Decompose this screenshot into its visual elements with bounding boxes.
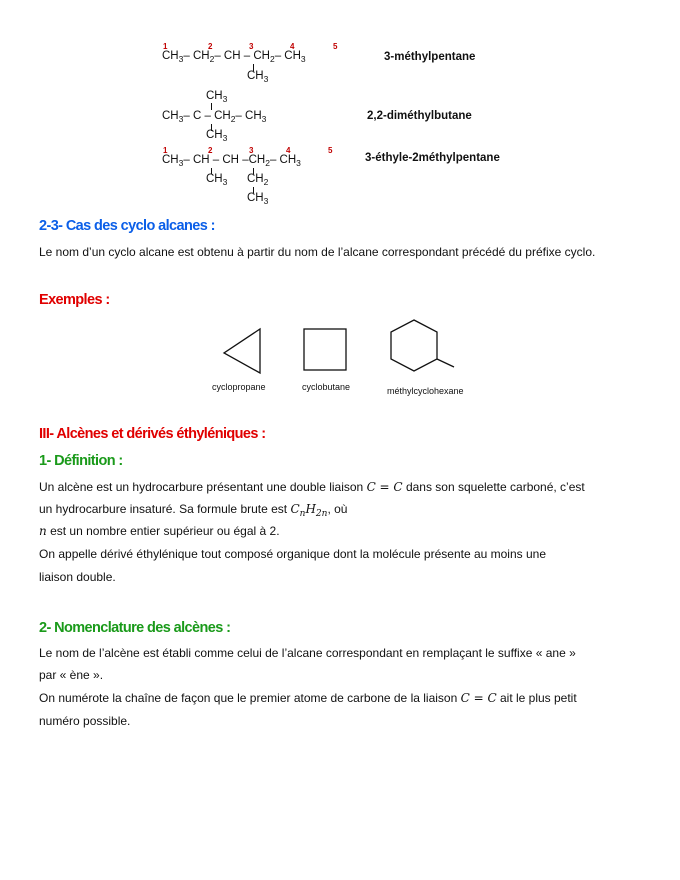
- math-symbol: H: [305, 502, 316, 516]
- subscript: 3: [222, 177, 228, 187]
- bond-vertical: [211, 103, 212, 110]
- subscript: 2: [209, 54, 215, 64]
- definition-line-2: [39, 498, 347, 523]
- carbon-number: 4: [286, 146, 291, 155]
- branch-group: [206, 90, 227, 102]
- subscript: 2: [230, 114, 236, 124]
- atom-group: CH: [162, 50, 179, 62]
- triangle-icon: [224, 329, 260, 373]
- math-symbol: C: [290, 502, 300, 516]
- subscript: 3: [222, 94, 228, 104]
- atom-group: CH: [206, 90, 223, 102]
- math-subscript: 2n: [315, 509, 328, 519]
- compound-name: 3-éthyle-2méthylpentane: [365, 152, 500, 164]
- bond: –: [240, 50, 254, 62]
- atom-group: CH: [253, 50, 270, 62]
- atom-group: CH: [247, 70, 264, 82]
- subscript: 3: [263, 74, 269, 84]
- branch-group: [247, 70, 268, 82]
- atom-group: CH: [162, 154, 179, 166]
- subscript: 3: [296, 158, 301, 168]
- label-cyclobutane: cyclobutane: [302, 382, 351, 392]
- atom-group: CH: [279, 154, 297, 166]
- examples-heading: Exemples :: [39, 292, 110, 308]
- subscript: 3: [263, 196, 269, 206]
- branch-group: [247, 173, 268, 185]
- atom-group: CH: [214, 110, 231, 122]
- atom-group: CH: [206, 173, 223, 185]
- section-heading-alkenes: III- Alcènes et dérivés éthyléniques :: [39, 426, 266, 442]
- carbon-number: 5: [328, 146, 333, 155]
- square-icon: [304, 329, 346, 370]
- math-subscript: n: [299, 509, 306, 519]
- carbon-number: 1: [163, 146, 168, 155]
- subscript: 3: [300, 54, 306, 64]
- branch-group: [206, 173, 227, 185]
- label-methylcyclohexane: méthylcyclohexane: [387, 386, 464, 396]
- bond: –: [183, 50, 193, 62]
- compound-name: 3-méthylpentane: [384, 51, 476, 63]
- math-c-equals-c: C = C: [460, 691, 497, 705]
- carbon-number: 5: [333, 42, 338, 51]
- subscript: 2: [263, 177, 269, 187]
- atom-group: CH: [162, 110, 179, 122]
- text: , où: [327, 502, 348, 516]
- definition-line-1: [39, 476, 585, 499]
- definition-line-4: On appelle dérivé éthylénique tout composé organique dont la molécule présente au moins une: [39, 547, 546, 561]
- subscript: 3: [261, 114, 267, 124]
- atom-group: CH: [223, 50, 241, 62]
- bond: –: [214, 50, 224, 62]
- bond: –: [274, 50, 285, 62]
- atom-group: CH: [284, 50, 301, 62]
- atom-group: CH: [247, 173, 264, 185]
- atom-group: CH: [247, 192, 264, 204]
- atom-group: CH: [206, 129, 223, 141]
- text: dans son squelette carboné, c’est: [402, 480, 585, 494]
- carbon-number: 3: [249, 42, 254, 51]
- subsection-heading-nomenclature: 2- Nomenclature des alcènes :: [39, 620, 231, 636]
- carbon-number: 1: [163, 42, 168, 51]
- carbon-number: 2: [208, 42, 213, 51]
- bond: –: [183, 154, 193, 166]
- atom-group: CH: [192, 154, 210, 166]
- nomenclature-line-2: par « ène ».: [39, 668, 104, 682]
- formula-3-methylpentane: [162, 50, 306, 62]
- subscript: 3: [178, 114, 184, 124]
- subscript: 3: [178, 54, 184, 64]
- branch-group: [247, 192, 268, 204]
- definition-line-3: [39, 520, 280, 543]
- section-heading-cyclo: 2-3- Cas des cyclo alcanes :: [39, 218, 215, 234]
- bond: –: [235, 110, 246, 122]
- methyl-bond: [437, 359, 454, 367]
- subscript: 2: [265, 158, 270, 168]
- text: Un alcène est un hydrocarbure présentant une double liaison: [39, 480, 367, 494]
- subscript: 3: [178, 158, 184, 168]
- subscript: 3: [222, 133, 228, 143]
- bond: –: [201, 110, 215, 122]
- atom-group: C: [192, 110, 202, 122]
- formula-3-ethyl-2-methylpentane: [162, 154, 301, 166]
- nomenclature-line-3: [39, 687, 577, 710]
- bond: –: [269, 154, 280, 166]
- subscript: 2: [269, 54, 275, 64]
- nomenclature-line-4: numéro possible.: [39, 714, 131, 728]
- cyclo-shapes: [200, 315, 480, 385]
- paragraph-cyclo: Le nom d’un cyclo alcane est obtenu à partir du nom de l’alcane correspondant précédé du préfixe cyclo.: [39, 245, 596, 259]
- branch-group: [206, 129, 227, 141]
- definition-line-5: liaison double.: [39, 570, 116, 584]
- carbon-number: 4: [290, 42, 295, 51]
- text: On numérote la chaîne de façon que le premier atome de carbone de la liaison: [39, 691, 461, 705]
- label-cyclopropane: cyclopropane: [212, 382, 266, 392]
- carbon-number: 3: [249, 146, 254, 155]
- text: ait le plus petit: [496, 691, 577, 705]
- compound-name: 2,2-diméthylbutane: [367, 110, 472, 122]
- nomenclature-line-1: Le nom de l’alcène est établi comme celui de l’alcane correspondant en remplaçant le suffixe « ane »: [39, 646, 576, 660]
- formula-2-2-dimethylbutane: [162, 110, 266, 122]
- bond: –: [183, 110, 193, 122]
- math-formula: [290, 502, 328, 519]
- math-c-equals-c: C = C: [366, 480, 403, 494]
- atom-group: CH: [192, 50, 210, 62]
- bond: –: [209, 154, 223, 166]
- bond: –: [239, 154, 249, 166]
- atom-group: CH: [248, 154, 266, 166]
- atom-group: CH: [245, 110, 262, 122]
- text: est un nombre entier supérieur ou égal à 2.: [46, 524, 280, 538]
- text: un hydrocarbure insaturé. Sa formule brute est: [39, 502, 291, 516]
- hexagon-icon: [391, 320, 437, 371]
- carbon-number: 2: [208, 146, 213, 155]
- subsection-heading-definition: 1- Définition :: [39, 453, 123, 469]
- atom-group: CH: [222, 154, 239, 166]
- math-n: n: [39, 524, 47, 538]
